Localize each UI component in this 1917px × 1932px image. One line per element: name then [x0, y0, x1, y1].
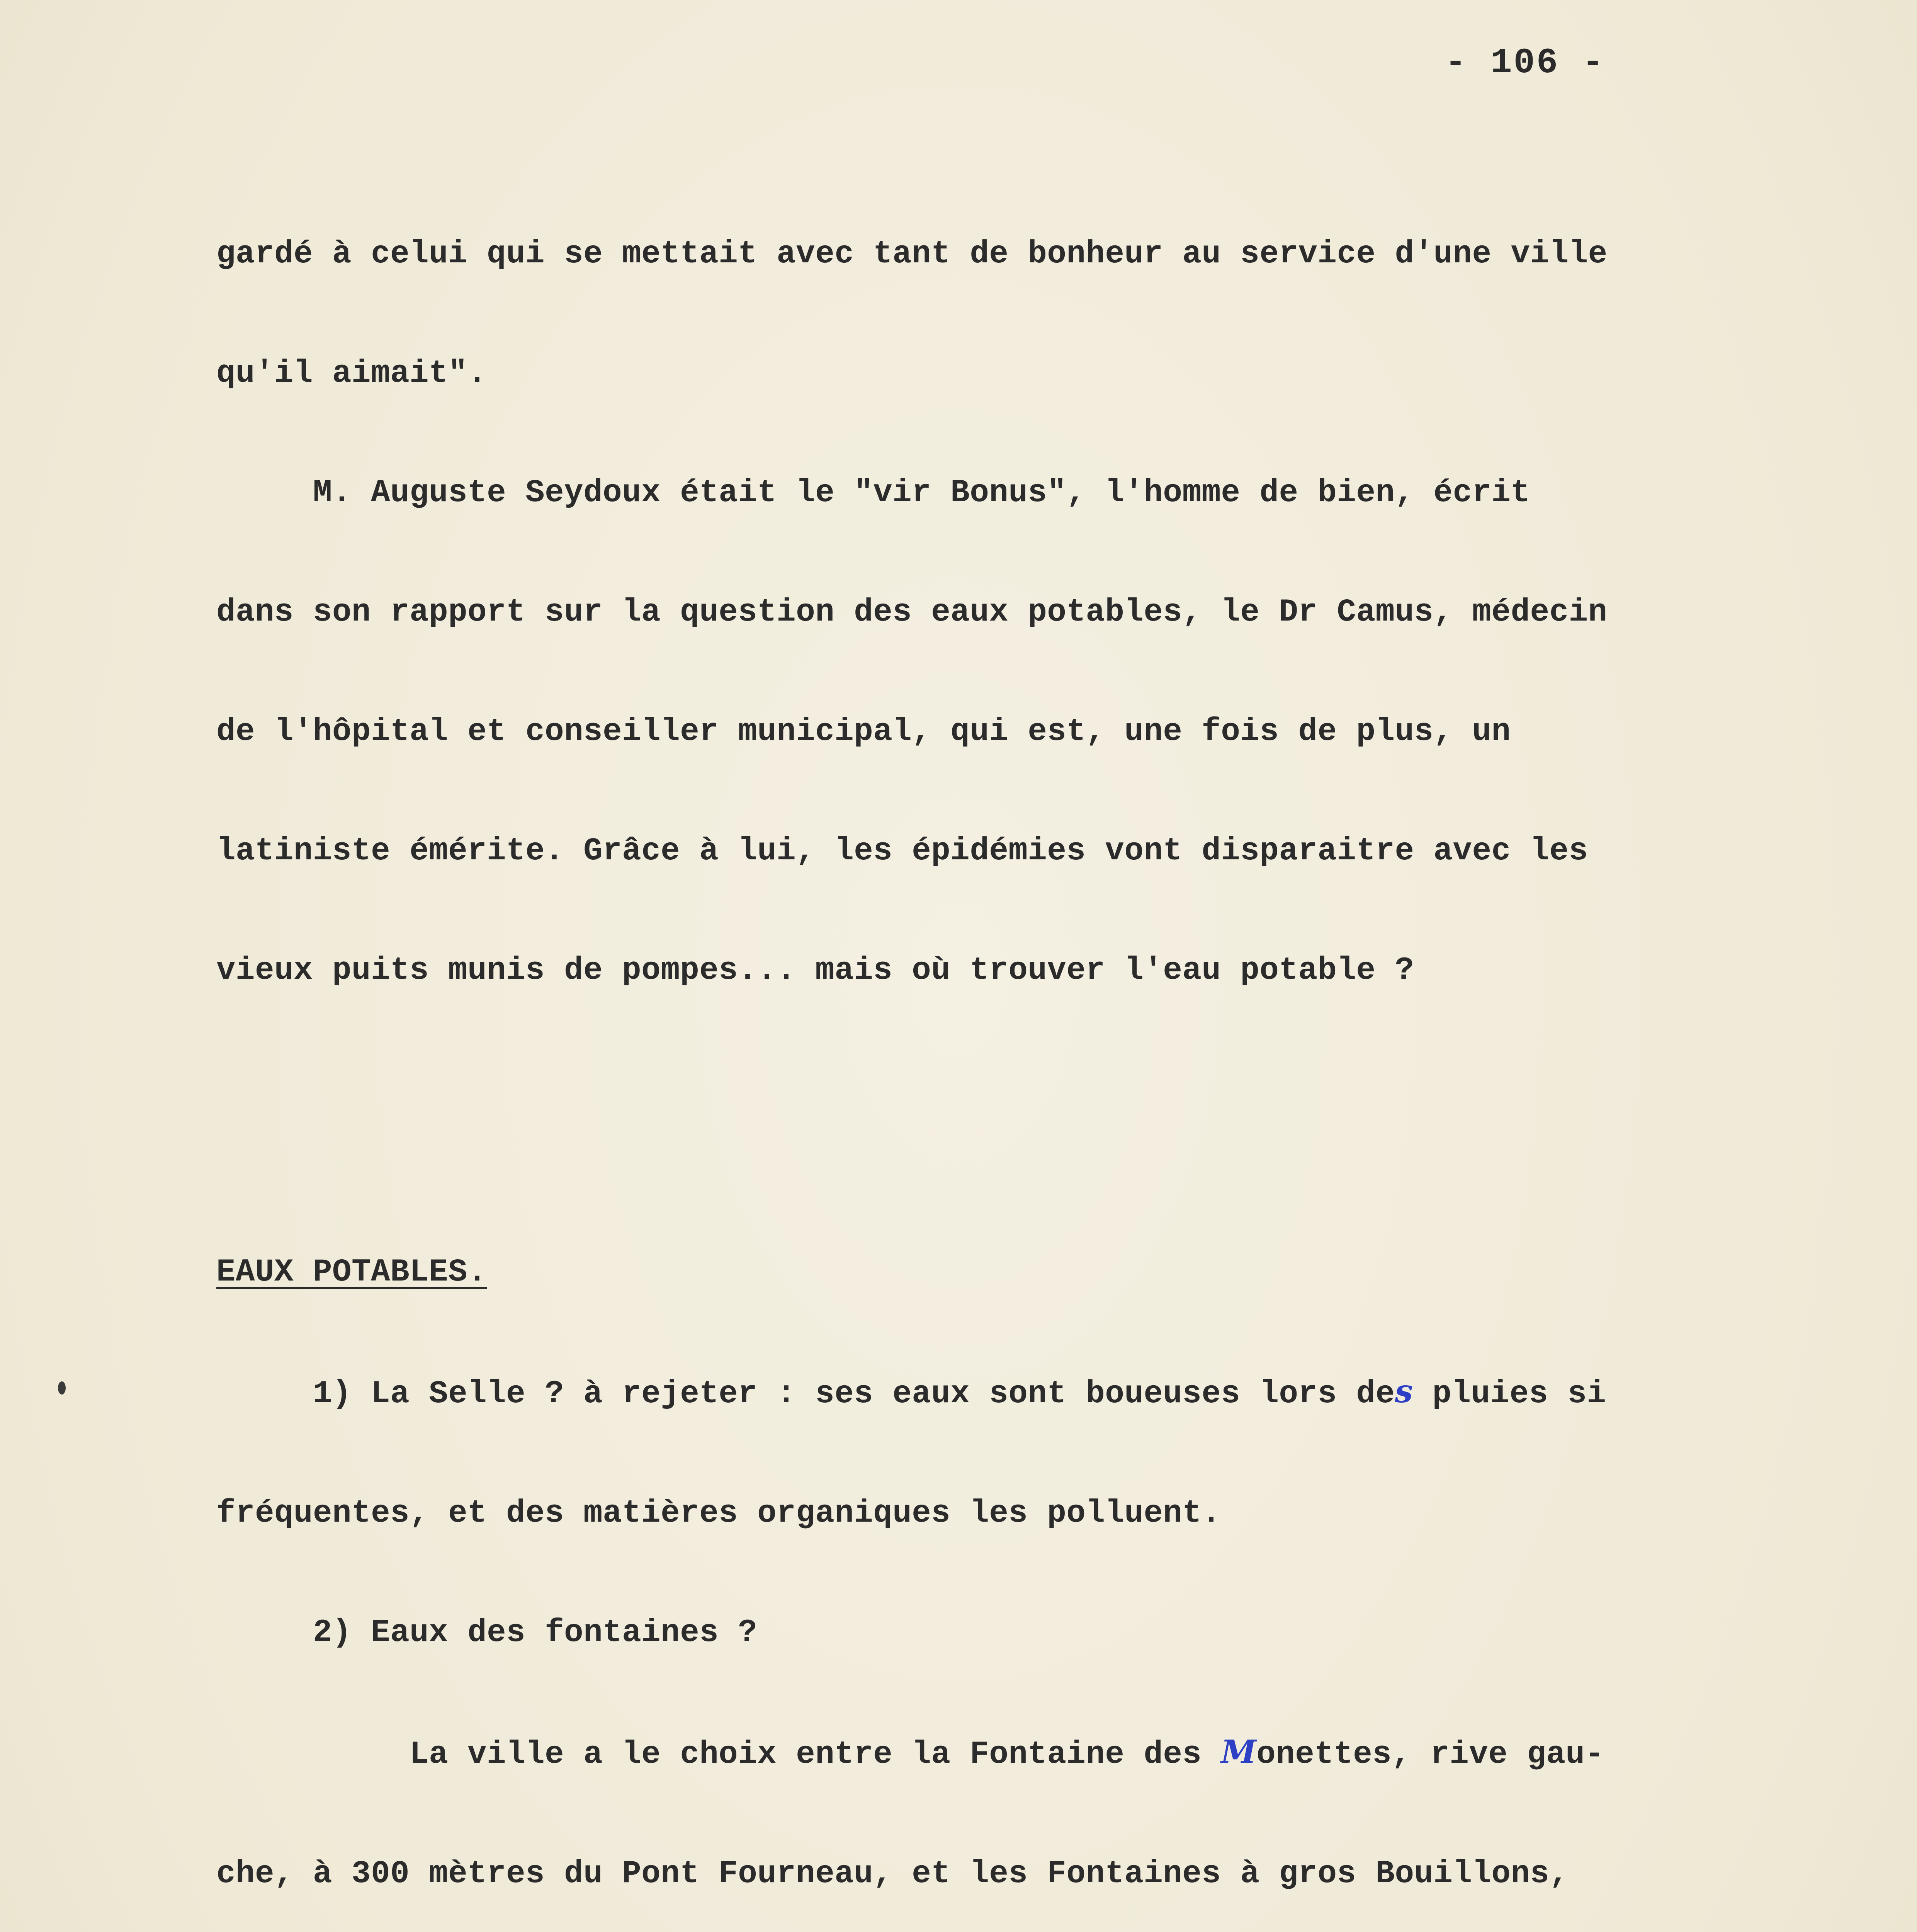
ink-spot — [58, 1381, 66, 1395]
text-line: de l'hôpital et conseiller municipal, qui est, une fois de plus, un — [216, 713, 1511, 750]
text-line: gardé à celui qui se mettait avec tant de bonheur au service d'une ville — [216, 236, 1608, 272]
text-line: che, à 300 mètres du Pont Fourneau, et les Fontaines à gros Bouillons, — [216, 1855, 1569, 1892]
text-line: 1) La Selle ? à rejeter : ses eaux sont boueuses lors des pluies si — [216, 1373, 1606, 1412]
section-heading-eaux-potables: EAUX POTABLES. — [216, 1254, 487, 1290]
text-line: 2) Eaux des fontaines ? — [216, 1614, 758, 1651]
handwritten-correction: M — [1221, 1733, 1257, 1770]
text-line: fréquentes, et des matières organiques les polluent. — [216, 1495, 1221, 1531]
document-body — [216, 155, 1901, 1932]
text-line: dans son rapport sur la question des eaux potables, le Dr Camus, médecin — [216, 594, 1608, 630]
text-line: qu'il aimait". — [216, 355, 487, 391]
text-line: vieux puits munis de pompes... mais où trouver l'eau potable ? — [216, 952, 1414, 988]
text-line: La ville a le choix entre la Fontaine des Monettes, rive gau- — [216, 1733, 1604, 1772]
text-line: M. Auguste Seydoux était le "vir Bonus", l'homme de bien, écrit — [216, 474, 1530, 511]
page-number: - 106 - — [1445, 43, 1605, 83]
handwritten-correction: s — [1395, 1373, 1413, 1410]
text-line: latiniste émérite. Grâce à lui, les épidémies vont disparaitre avec les — [216, 833, 1588, 869]
